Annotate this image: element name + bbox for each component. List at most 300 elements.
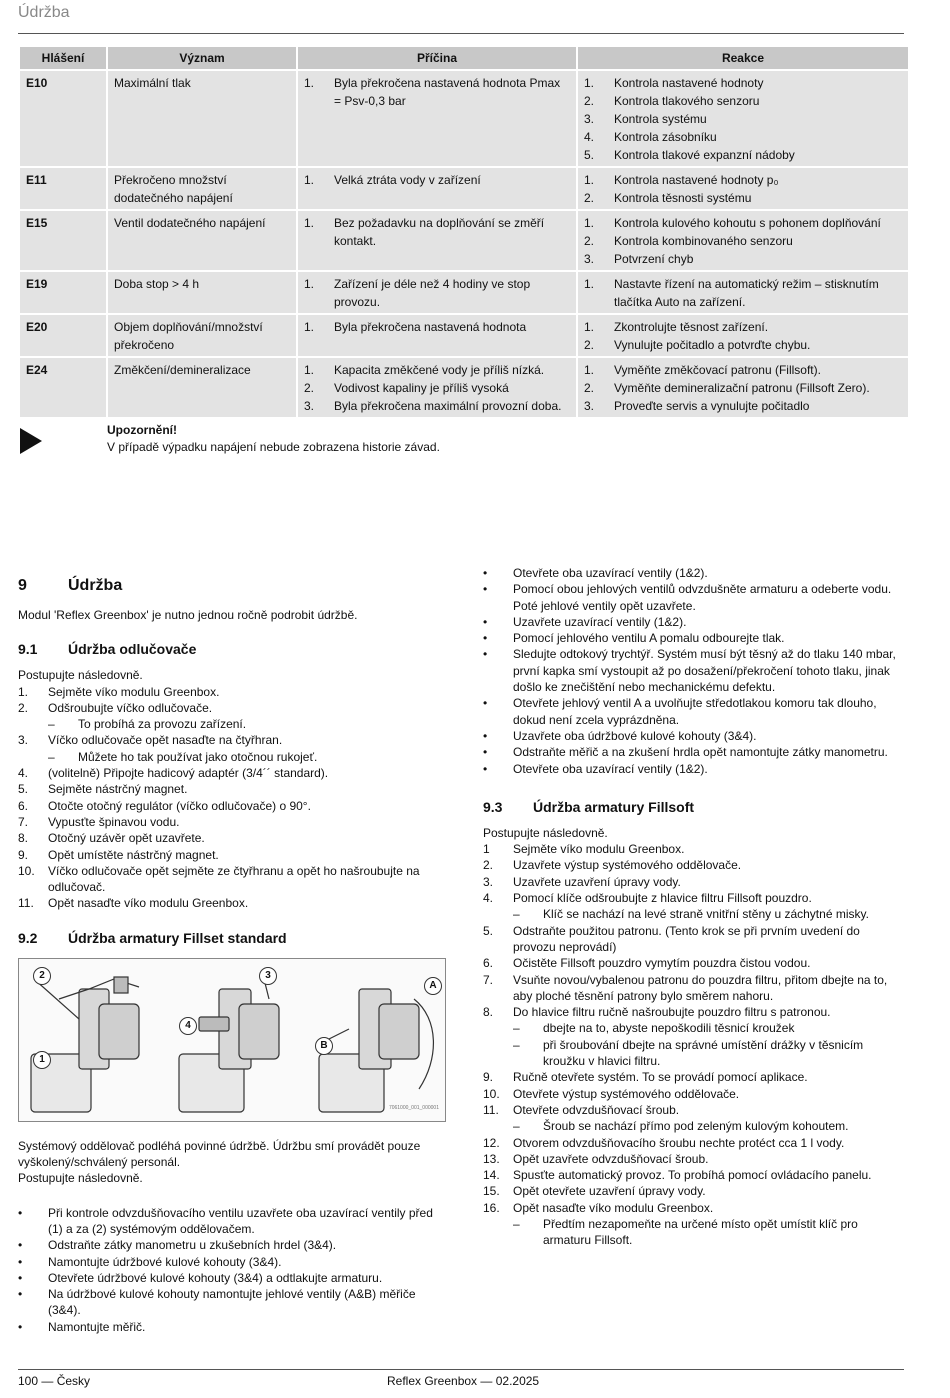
step-item: [18, 684, 448, 700]
error-code: E20: [20, 315, 106, 356]
list-item: [584, 189, 902, 207]
list-item: [584, 92, 902, 110]
bullet-marker: •: [483, 696, 488, 711]
action-list: [584, 74, 902, 164]
step-text: [48, 895, 448, 911]
item-number: 2.: [584, 381, 595, 395]
list-item: [304, 74, 570, 110]
step-number: 7.: [18, 814, 29, 829]
list-item: [584, 318, 902, 336]
step-text: [513, 874, 903, 890]
sub-list: [513, 1118, 903, 1134]
list-item: [584, 128, 902, 146]
step-number: 8.: [18, 831, 29, 846]
step-text: [513, 1102, 903, 1135]
figure-reference: 7061000_001_000001: [388, 1105, 439, 1112]
step-text: [513, 1004, 903, 1069]
sub-item: [513, 1020, 903, 1036]
figure-callout: 4: [179, 1017, 197, 1035]
error-code: E11: [20, 168, 106, 209]
step-item: [483, 890, 903, 923]
item-text: Bez požadavku na doplňování se změří kontakt.: [334, 216, 545, 248]
section-9-2-heading: 9.2 Údržba armatury Fillset standard: [18, 929, 287, 946]
item-number: 1.: [584, 76, 595, 90]
dash-marker: –: [513, 1037, 520, 1052]
dash-marker: –: [513, 1119, 520, 1134]
figure-callout: 2: [33, 967, 51, 985]
action-list: [584, 275, 902, 311]
step-item: [18, 700, 448, 733]
sub-text: Předtím nezapomeňte na určené místo opět umístit klíč pro armaturu Fillsoft.: [543, 1216, 858, 1248]
action-list: [584, 171, 902, 207]
step-item: [483, 1200, 903, 1249]
step-text: [513, 890, 903, 923]
list-item: [584, 214, 902, 232]
bullet-item: [483, 581, 903, 614]
error-cause: [298, 211, 576, 270]
table-row: [20, 272, 908, 313]
sub-list: [48, 749, 448, 765]
bullet-marker: •: [18, 1319, 23, 1334]
bullet-text: Na údržbové kulové kohouty namontujte jehlové ventily (A&B) měřiče (3&4).: [48, 1287, 416, 1318]
error-action: [578, 315, 908, 356]
cause-list: [304, 275, 570, 311]
figure-callout: A: [424, 977, 442, 995]
item-number: 1.: [304, 363, 315, 377]
step-label: Opět umístěte nástrčný magnet.: [48, 847, 219, 862]
item-number: 1.: [584, 320, 595, 334]
item-text: Vynulujte počitadlo a potvrďte chybu.: [614, 338, 811, 352]
fillset-illustration: [19, 959, 445, 1121]
list-item: [584, 397, 902, 415]
list-item: [304, 318, 570, 336]
error-action: [578, 71, 908, 166]
step-label: Otvorem odvzdušňovacího šroubu nechte protéct cca 1 l vody.: [513, 1135, 845, 1150]
action-list: [584, 318, 902, 354]
step-text: [513, 955, 903, 971]
bullet-item: [483, 646, 903, 695]
bullet-item: [483, 695, 903, 728]
sub-list: [513, 906, 903, 922]
right-column: [483, 565, 903, 1249]
step-label: Vypusťte špinavou vodu.: [48, 814, 180, 829]
cause-list: [304, 74, 570, 110]
step-number: 3.: [18, 733, 29, 748]
table-row: [20, 315, 908, 356]
item-text: Kontrola nastavené hodnoty p₀: [614, 173, 779, 187]
step-number: 9.: [483, 1070, 494, 1085]
step-item: [483, 841, 903, 857]
bullet-item: [483, 565, 903, 581]
footer-page: 100 — Česky: [18, 1374, 91, 1388]
bullet-marker: •: [18, 1205, 23, 1220]
step-number: 13.: [483, 1151, 500, 1166]
column-header-meaning: Význam: [108, 47, 296, 69]
item-text: Vyměňte demineralizační patronu (Fillsoft Zero).: [614, 381, 870, 395]
section-9-2-bullets-right: [483, 565, 903, 777]
item-text: Kontrola tlakového senzoru: [614, 94, 760, 108]
list-item: [304, 214, 570, 250]
left-column: [18, 575, 448, 1335]
bullet-marker: •: [483, 582, 488, 597]
item-number: 2.: [584, 234, 595, 248]
item-text: Kontrola těsnosti systému: [614, 191, 752, 205]
item-number: 3.: [584, 112, 595, 126]
step-label: Opět uzavřete odvzdušňovací šroub.: [513, 1151, 709, 1166]
list-item: [584, 379, 902, 397]
item-number: 1.: [304, 320, 315, 334]
error-table-body: [20, 71, 908, 417]
step-number: 5.: [18, 782, 29, 797]
step-number: 5.: [483, 923, 494, 938]
item-number: 1.: [304, 277, 315, 291]
step-item: [483, 1167, 903, 1183]
step-text: [48, 814, 448, 830]
step-item: [483, 1151, 903, 1167]
error-cause: [298, 272, 576, 313]
bullet-item: [483, 630, 903, 646]
header-divider: [18, 33, 904, 34]
notice-text: V případě výpadku napájení nebude zobrazena historie závad.: [107, 440, 440, 454]
column-header-code: Hlášení: [20, 47, 106, 69]
bullet-marker: •: [483, 631, 488, 646]
step-label: Uzavřete výstup systémového oddělovače.: [513, 858, 742, 873]
bullet-text: Namontujte měřič.: [48, 1319, 146, 1334]
step-item: [483, 874, 903, 890]
item-number: 4.: [584, 130, 595, 144]
step-label: Víčko odlučovače opět nasaďte na čtyřhran.: [48, 733, 283, 748]
error-code: E19: [20, 272, 106, 313]
step-label: Otočný uzávěr opět uzavřete.: [48, 831, 205, 846]
item-text: Potvrzení chyb: [614, 252, 694, 266]
step-number: 4.: [483, 891, 494, 906]
section-9-2-bullets-left: [18, 1205, 448, 1335]
step-item: [18, 847, 448, 863]
list-item: [584, 171, 902, 189]
item-text: Kapacita změkčené vody je příliš nízká.: [334, 363, 545, 377]
cause-list: [304, 318, 570, 336]
step-text: [513, 923, 903, 956]
step-label: Víčko odlučovače opět sejměte ze čtyřhranu a opět ho našroubujte na odlučovač.: [48, 863, 420, 895]
sub-list: [513, 1020, 903, 1069]
item-number: 1.: [304, 76, 315, 90]
step-item: [483, 1102, 903, 1135]
bullet-item: [18, 1237, 448, 1253]
step-item: [18, 798, 448, 814]
step-number: 11.: [483, 1102, 499, 1117]
step-number: 14.: [483, 1168, 500, 1183]
step-item: [18, 765, 448, 781]
error-action: [578, 168, 908, 209]
step-text: [48, 684, 448, 700]
error-meaning: Překročeno množství dodatečného napájení: [108, 168, 296, 209]
step-item: [483, 1086, 903, 1102]
sub-item: [48, 749, 448, 765]
item-text: Byla překročena nastavená hodnota Pmax = Psv-0,3 bar: [334, 76, 561, 108]
list-item: [584, 336, 902, 354]
item-number: 1.: [584, 277, 595, 291]
bullet-text: Při kontrole odvzdušňovacího ventilu uzavřete oba uzavírací ventily před (1) a za (2) systémovým oddělovačem.: [48, 1205, 433, 1236]
sub-text: Klíč se nachází na levé straně vnitřní stěny u záchytné misky.: [543, 907, 869, 922]
bullet-text: Odstraňte zátky manometru u zkušebních hrdel (3&4).: [48, 1238, 337, 1253]
error-meaning: Maximální tlak: [108, 71, 296, 166]
item-text: Vyměňte změkčovací patronu (Fillsoft).: [614, 363, 821, 377]
list-item: [304, 397, 570, 415]
section-9-3-steps: [483, 841, 903, 1248]
item-text: Velká ztráta vody v zařízení: [334, 173, 481, 187]
step-label: Odstraňte použitou patronu. (Tento krok se při prvním uvedení do provozu neprovádí): [513, 923, 860, 954]
step-item: [483, 1183, 903, 1199]
item-text: Byla překročena nastavená hodnota: [334, 320, 527, 334]
dash-marker: –: [513, 907, 520, 922]
step-number: 9.: [18, 847, 29, 862]
step-number: 11.: [18, 896, 34, 911]
step-text: [513, 1151, 903, 1167]
item-text: Vodivost kapaliny je příliš vysoká: [334, 381, 509, 395]
step-label: Pomocí klíče odšroubujte z hlavice filtru Fillsoft pouzdro.: [513, 891, 812, 906]
sub-item: [48, 716, 448, 732]
bullet-text: Pomocí obou jehlových ventilů odvzdušněte armaturu a odeberte vodu. Poté jehlové ventily opět uzavřete.: [513, 582, 892, 613]
page-header-title: Údržba: [18, 4, 70, 21]
error-action: [578, 211, 908, 270]
figure-callout: B: [315, 1037, 333, 1055]
step-text: [48, 700, 448, 733]
step-number: 6.: [483, 956, 494, 971]
error-code: E10: [20, 71, 106, 166]
item-number: 2.: [304, 381, 315, 395]
step-label: Sejměte nástrčný magnet.: [48, 782, 188, 797]
bullet-text: Odstraňte měřič a na zkušení hrdla opět namontujte zátky manometru.: [513, 745, 888, 760]
section-9-3-heading: 9.3 Údržba armatury Fillsoft: [483, 798, 695, 815]
bullet-marker: •: [483, 566, 488, 580]
item-number: 2.: [584, 94, 595, 108]
sub-item: [513, 1037, 903, 1070]
column-header-cause: Příčina: [298, 47, 576, 69]
item-number: 5.: [584, 148, 595, 162]
step-number: 16.: [483, 1200, 500, 1215]
step-text: [513, 1086, 903, 1102]
item-number: 3.: [584, 399, 595, 413]
item-text: Kontrola nastavené hodnoty: [614, 76, 764, 90]
error-cause: [298, 168, 576, 209]
bullet-item: [18, 1205, 448, 1238]
step-item: [483, 1004, 903, 1069]
section-9-1-intro: Postupujte následovně.: [18, 668, 143, 683]
bullet-item: [18, 1270, 448, 1286]
step-text: [48, 732, 448, 765]
step-item: [18, 830, 448, 846]
step-label: Uzavřete uzavření úpravy vody.: [513, 874, 681, 889]
error-meaning: Změkčení/demineralizace: [108, 358, 296, 417]
dash-marker: –: [513, 1216, 520, 1231]
step-text: [513, 1135, 903, 1151]
bullet-item: [483, 614, 903, 630]
bullet-text: Otevřete jehlový ventil A a uvolňujte středotlakou komoru tak dlouho, dokud není zcela vyprázdněna.: [513, 696, 877, 727]
column-header-action: Reakce: [578, 47, 908, 69]
notice-title: Upozornění!: [107, 423, 177, 437]
step-item: [18, 781, 448, 797]
item-number: 1.: [584, 216, 595, 230]
step-text: [513, 1200, 903, 1249]
step-number: 6.: [18, 798, 29, 813]
sub-text: dbejte na to, abyste nepoškodili těsnicí kroužek: [543, 1021, 795, 1036]
step-number: 12.: [483, 1135, 500, 1150]
item-text: Nastavte řízení na automatický režim – stisknutím tlačítka Auto na zařízení.: [614, 277, 879, 309]
bullet-marker: •: [18, 1238, 23, 1253]
step-number: 10.: [18, 863, 35, 878]
item-text: Kontrola tlakové expanzní nádoby: [614, 148, 795, 162]
error-cause: [298, 315, 576, 356]
section-9-3-intro: Postupujte následovně.: [483, 825, 608, 840]
step-number: 10.: [483, 1086, 500, 1101]
item-text: Zařízení je déle než 4 hodiny ve stop provozu.: [334, 277, 531, 309]
bullet-marker: •: [18, 1270, 23, 1285]
sub-text: Šroub se nachází přímo pod zeleným kulovým kohoutem.: [543, 1119, 849, 1134]
list-item: [304, 361, 570, 379]
step-item: [18, 895, 448, 911]
table-row: [20, 168, 908, 209]
bullet-text: Namontujte údržbové kulové kohouty (3&4).: [48, 1254, 282, 1269]
section-9-2-para2: Postupujte následovně.: [18, 1171, 143, 1186]
step-label: Sejměte víko modulu Greenbox.: [513, 842, 685, 857]
item-text: Kontrola zásobníku: [614, 130, 717, 144]
step-text: [513, 1183, 903, 1199]
bullet-marker: •: [18, 1287, 23, 1302]
item-text: Kontrola kulového kohoutu s pohonem doplňování: [614, 216, 881, 230]
step-item: [18, 814, 448, 830]
dash-marker: –: [513, 1021, 520, 1036]
step-label: Vsuňte novou/vybalenou patronu do pouzdra filtru, přitom dbejte na to, aby ploché těsnění patrony bylo směrem nahoru.: [513, 972, 888, 1003]
step-number: 3.: [483, 874, 494, 889]
step-text: [513, 841, 903, 857]
step-text: [513, 857, 903, 873]
table-row: [20, 71, 908, 166]
list-item: [584, 110, 902, 128]
bullet-text: Pomocí jehlového ventilu A pomalu odbourejte tlak.: [513, 631, 785, 646]
error-code: E15: [20, 211, 106, 270]
step-text: [48, 798, 448, 814]
section-9-1-heading: 9.1 Údržba odlučovače: [18, 641, 197, 658]
step-number: 7.: [483, 972, 494, 987]
table-row: [20, 211, 908, 270]
list-item: [584, 74, 902, 92]
step-item: [18, 863, 448, 896]
cause-list: [304, 214, 570, 250]
action-list: [584, 361, 902, 415]
sub-text: při šroubování dbejte na správné umístění drážky v těsnicím kroužku v hlavici filtru.: [543, 1037, 864, 1069]
step-number: 2.: [483, 858, 494, 873]
fillset-figure: [18, 958, 446, 1122]
step-text: [48, 847, 448, 863]
list-item: [584, 146, 902, 164]
bullet-marker: •: [483, 728, 488, 743]
sub-item: [513, 906, 903, 922]
step-text: [48, 863, 448, 896]
sub-list: [48, 716, 448, 732]
step-label: Spusťte automatický provoz. To probíhá pomocí ovládacího panelu.: [513, 1168, 872, 1183]
bullet-marker: •: [483, 647, 488, 662]
item-text: Byla překročena maximální provozní doba.: [334, 399, 562, 413]
cause-list: [304, 361, 570, 415]
step-item: [483, 972, 903, 1005]
item-text: Zkontrolujte těsnost zařízení.: [614, 320, 769, 334]
step-text: [513, 1167, 903, 1183]
action-list: [584, 214, 902, 268]
play-arrow-icon: [20, 428, 42, 454]
step-item: [483, 1135, 903, 1151]
bullet-marker: •: [483, 761, 488, 776]
bullet-text: Uzavřete oba údržbové kulové kohouty (3&4).: [513, 728, 757, 743]
bullet-item: [483, 728, 903, 744]
step-label: Odšroubujte víčko odlučovače.: [48, 700, 213, 715]
error-meaning: Doba stop > 4 h: [108, 272, 296, 313]
bullet-text: Otevřete údržbové kulové kohouty (3&4) a odtlakujte armaturu.: [48, 1270, 383, 1285]
error-action: [578, 272, 908, 313]
step-label: Opět nasaďte víko modulu Greenbox.: [513, 1200, 714, 1215]
dash-marker: –: [48, 749, 55, 764]
sub-item: [513, 1118, 903, 1134]
bullet-marker: •: [483, 745, 488, 760]
step-text: [513, 1069, 903, 1085]
figure-callout: 3: [259, 967, 277, 985]
item-number: 2.: [584, 191, 595, 205]
list-item: [584, 250, 902, 268]
item-number: 1.: [584, 173, 595, 187]
step-label: Otevřete odvzdušňovací šroub.: [513, 1102, 680, 1117]
section-9-heading: 9 Údržba: [18, 577, 123, 594]
bullet-item: [483, 744, 903, 760]
bullet-marker: •: [18, 1254, 23, 1269]
step-number: 2.: [18, 700, 29, 715]
item-number: 1.: [304, 173, 315, 187]
step-text: [48, 830, 448, 846]
bullet-text: Otevřete oba uzavírací ventily (1&2).: [513, 761, 708, 776]
error-cause: [298, 358, 576, 417]
footer-divider: [18, 1369, 904, 1370]
step-label: Do hlavice filtru ručně našroubujte pouzdro filtru s patronou.: [513, 1005, 831, 1020]
step-number: 4.: [18, 766, 29, 781]
sub-list: [513, 1216, 903, 1249]
step-label: Otočte otočný regulátor (víčko odlučovače) o 90°.: [48, 798, 311, 813]
list-item: [584, 232, 902, 250]
bullet-item: [483, 761, 903, 777]
item-number: 1.: [584, 363, 595, 377]
error-action: [578, 358, 908, 417]
item-number: 2.: [584, 338, 595, 352]
step-item: [483, 1069, 903, 1085]
item-text: Kontrola systému: [614, 112, 707, 126]
step-label: Opět nasaďte víko modulu Greenbox.: [48, 896, 249, 911]
error-table-header-row: [20, 47, 908, 69]
sub-item: [513, 1216, 903, 1249]
step-number: 1.: [18, 684, 29, 699]
section-9-1-steps: [18, 684, 448, 912]
section-9-2-para1: Systémový oddělovač podléhá povinné údržbě. Údržbu smí provádět pouze vyškolený/schválený personál.: [18, 1138, 421, 1170]
step-label: (volitelně) Připojte hadicový adaptér (3/4´´ standard).: [48, 766, 329, 781]
list-item: [304, 379, 570, 397]
step-label: Ručně otevřete systém. To se provádí pomocí aplikace.: [513, 1070, 808, 1085]
bullet-item: [18, 1254, 448, 1270]
item-number: 1.: [304, 216, 315, 230]
error-meaning: Ventil dodatečného napájení: [108, 211, 296, 270]
error-table: [18, 45, 910, 419]
step-label: Otevřete výstup systémového oddělovače.: [513, 1086, 740, 1101]
error-code: E24: [20, 358, 106, 417]
step-text: [48, 765, 448, 781]
bullet-text: Uzavřete uzavírací ventily (1&2).: [513, 614, 687, 629]
footer-document: Reflex Greenbox — 02.2025: [387, 1374, 540, 1388]
item-text: Proveďte servis a vynulujte počitadlo: [614, 399, 810, 413]
